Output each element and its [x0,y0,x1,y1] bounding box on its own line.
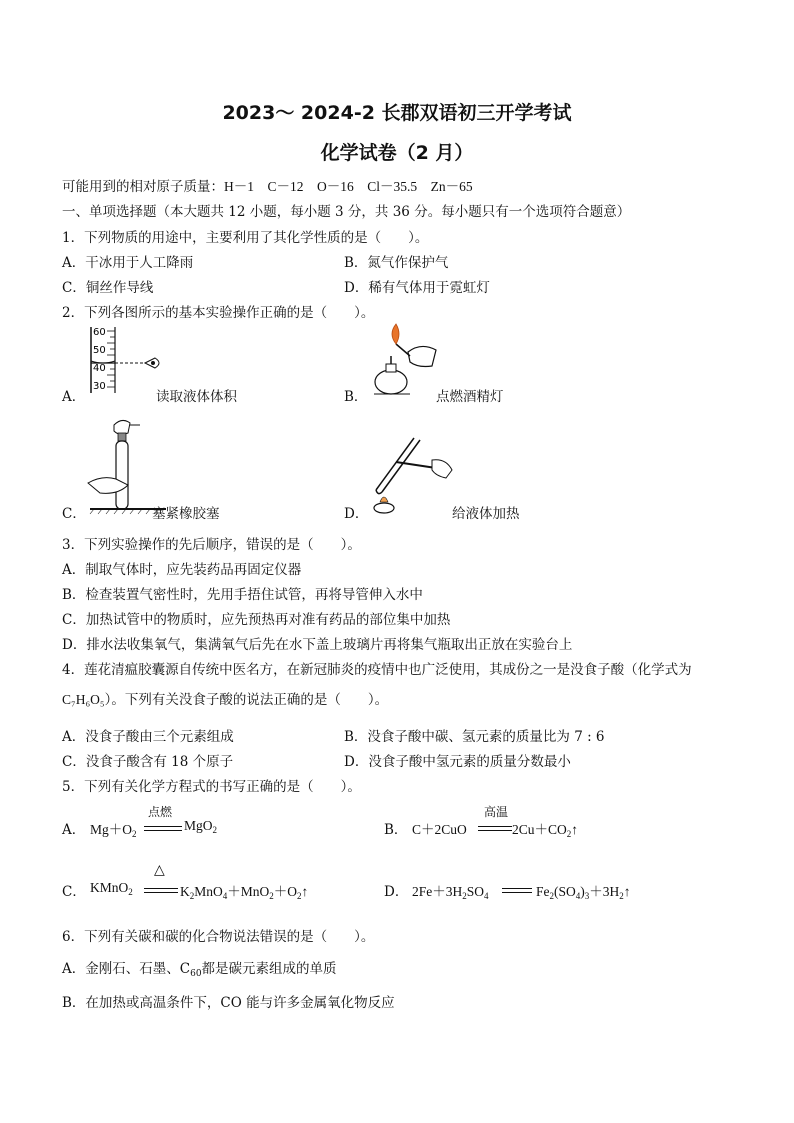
q5-letter-a: A． [62,822,86,838]
q2-letter-d: D． [344,506,369,522]
q5-letter-b: B． [384,822,408,838]
q5-letter-d: D． [384,884,409,900]
q2-caption-d: 给液体加热 [452,506,520,522]
q6-option-a [62,957,337,977]
q5-product-d: $Fe_2(SO_4)_3+3H_2↑$ [536,884,631,901]
q5-product-b: $2Cu+CO_2↑$ [512,822,579,839]
atomic-masses-label: 可能用到的相对原子质量： [62,179,224,195]
q5-stem: 5．下列有关化学方程式的书写正确的是（ ）。 [62,779,361,795]
equals-sign [144,888,178,893]
q2-caption-b: 点燃酒精灯 [436,389,504,405]
hand-icon [432,460,452,478]
q6-option-a-text: A．金刚石、石墨、C [62,961,191,977]
section-heading: 一、单项选择题（本大题共 12 小题，每小题 3 分，共 36 分。每小题只有一个选项符合题意） [62,204,631,220]
q5-equation-a: $Mg+O_2$ [90,822,137,839]
q5-product-c: $K_2MnO_4+MnO_2+O_2↑$ [180,884,309,901]
q3-option-a: A．制取气体时，应先装药品再固定仪器 [62,562,302,578]
atomic-masses [62,175,473,195]
test-tube-stopper-figure [88,415,168,515]
q2-caption-c: 塞紧橡胶塞 [152,506,220,522]
q3-option-b: B．检查装置气密性时，先用手捂住试管，再将导管伸入水中 [62,587,423,603]
q5-condition-c: △ [154,862,165,878]
q5-equation-b: C＋2CuO [412,822,467,837]
flame-icon [380,497,388,502]
exam-title: 2023～ 2024-2 长郡双语初三开学考试 [222,102,572,124]
paper-subtitle: 化学试卷（2 月） [320,142,474,164]
alcohol-lamp-figure [366,322,446,400]
q5-condition-b: 高温 [484,805,509,819]
cylinder-tick-50: 50 [93,345,106,356]
q2-stem: 2．下列各图所示的基本实验操作正确的是（ ）。 [62,305,375,321]
equals-sign [144,826,182,831]
rubber-stopper-icon [118,433,126,441]
q1-option-d: D．稀有气体用于霓虹灯 [344,280,490,296]
q2-letter-c: C． [62,506,86,522]
q4-stem-line2 [62,688,388,708]
q4-option-b: B．没食子酸中碳、氢元素的质量比为 7 : 6 [344,729,605,745]
flame-icon [392,324,399,344]
q4-option-d: D．没食子酸中氢元素的质量分数最小 [344,754,571,770]
q4-stem-line1: 4．莲花清瘟胶囊源自传统中医名方，在新冠肺炎的疫情中也广泛使用，其成份之一是没食子酸（化学式为 [62,662,692,678]
q1-option-c: C．铜丝作导线 [62,280,154,296]
q5-condition-a: 点燃 [148,805,173,819]
q3-option-d: D．排水法收集氧气，集满氧气后先在水下盖上玻璃片再将集气瓶取出正放在实验台上 [62,637,573,653]
q4-option-a: A．没食子酸由三个元素组成 [62,729,234,745]
atomic-masses-values: H－1 C－12 O－16 Cl－35.5 Zn－65 [224,179,473,194]
q1-option-a: A．干冰用于人工降雨 [62,255,194,271]
gallic-acid-formula: C₇H₆O₅ [62,692,105,707]
q2-caption-a: 读取液体体积 [156,389,237,405]
cylinder-tick-30: 30 [93,381,106,392]
q4-stem-tail: ）。下列有关没食子酸的说法正确的是（ ）。 [104,692,389,708]
cylinder-tick-40: 40 [93,363,106,374]
q6-option-b: B．在加热或高温条件下，CO 能与许多金属氧化物反应 [62,995,395,1011]
q4-option-c: C．没食子酸含有 18 个原子 [62,754,234,770]
q2-letter-a: A． [62,389,86,405]
q6-option-a-tail: 都是碳元素组成的单质 [201,961,337,977]
q6-stem: 6．下列有关碳和碳的化合物说法错误的是（ ）。 [62,929,375,945]
heating-liquid-figure [366,430,456,514]
q5-product-a: MgO$_2$ [184,818,218,835]
q3-stem: 3．下列实验操作的先后顺序，错误的是（ ）。 [62,537,361,553]
cylinder-tick-60: 60 [93,327,106,338]
q1-stem: 1．下列物质的用途中，主要利用了其化学性质的是（ ）。 [62,230,429,246]
equals-sign [478,826,512,831]
q5-equation-c: KMnO$_2$ [90,880,133,897]
equals-sign [502,888,532,893]
q5-equation-d: $2Fe+3H_2SO_4$ [412,884,489,901]
q5-letter-c: C． [62,884,86,900]
q2-letter-b: B． [344,389,368,405]
q3-option-c: C．加热试管中的物质时，应先预热再对准有药品的部位集中加热 [62,612,451,628]
q6-option-a-subscript: 60 [190,969,202,979]
q1-option-b: B．氮气作保护气 [344,255,449,271]
